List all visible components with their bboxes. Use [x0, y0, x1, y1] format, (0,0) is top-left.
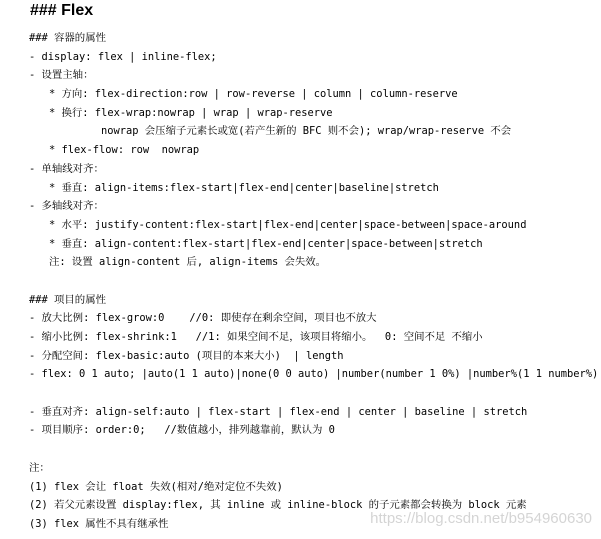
page-title: ### Flex	[30, 2, 94, 19]
list-item-single-axis-align: - 单轴线对齐：	[29, 162, 104, 175]
spacer	[29, 440, 599, 459]
note-item-3: (3) flex 属性不具有继承性	[29, 517, 169, 530]
list-item-flex-basis: - 分配空间: flex-basic:auto (项目的本来大小) | length	[29, 349, 344, 362]
document-body	[29, 29, 599, 534]
sub-item-align-items: * 垂直: align-items:flex-start|flex-end|center|baseline|stretch	[49, 181, 439, 194]
sub-item-justify-content: * 水平: justify-content:flex-start|flex-end|center|space-between|space-around	[49, 218, 527, 231]
watermark-url: https://blog.csdn.net/b954960630	[370, 510, 592, 527]
list-item-flex-shrink: - 缩小比例: flex-shrink:1 //1: 如果空间不足，该项目将缩小。 0: 空间不足 不缩小	[29, 331, 483, 343]
note-item-2: (2) 若父元素设置 display:flex, 其 inline 或 inline-block 的子元素都会转换为 block 元素	[29, 499, 527, 512]
section-heading-container-props: ### 容器的属性	[29, 32, 106, 44]
wrap-note: nowrap 会压缩子元素长或宽(若产生新的 BFC 则不会); wrap/wrap-reserve 不会	[101, 125, 512, 138]
notes-heading: 注：	[29, 461, 50, 474]
spacer	[29, 384, 599, 403]
list-item-display: - display: flex | inline-flex;	[29, 50, 217, 63]
list-item-align-self: - 垂直对齐: align-self:auto | flex-start | flex-end | center | baseline | stretch	[29, 405, 528, 418]
note-item-1: (1) flex 会让 float 失效(相对/绝对定位不失效)	[29, 480, 283, 493]
list-item-flex-shorthand: - flex: 0 1 auto; |auto(1 1 auto)|none(0 0 auto) |number(number 1 0%) |number%(1 1 number%)	[29, 368, 599, 381]
list-item-order: - 项目顺序: order:0; //数值越小，排列越靠前，默认为 0	[29, 424, 335, 437]
list-item-main-axis: - 设置主轴：	[29, 69, 94, 82]
list-item-multi-axis-align: - 多轴线对齐：	[29, 200, 104, 213]
list-item-flex-grow: - 放大比例: flex-grow:0 //0: 即使存在剩余空间，项目也不放大	[29, 312, 377, 325]
spacer	[29, 272, 599, 291]
align-content-note: 注: 设置 align-content 后, align-items 会失效。	[49, 256, 327, 269]
section-heading-item-props: ### 项目的属性	[29, 293, 106, 306]
sub-item-align-content: * 垂直: align-content:flex-start|flex-end|center|space-between|stretch	[49, 237, 483, 250]
sub-item-direction: * 方向: flex-direction:row | row-reverse | column | column-reserve	[49, 88, 458, 101]
sub-item-flex-flow: * flex-flow: row nowrap	[49, 144, 200, 157]
sub-item-wrap: * 换行: flex-wrap:nowrap | wrap | wrap-reserve	[49, 106, 333, 119]
